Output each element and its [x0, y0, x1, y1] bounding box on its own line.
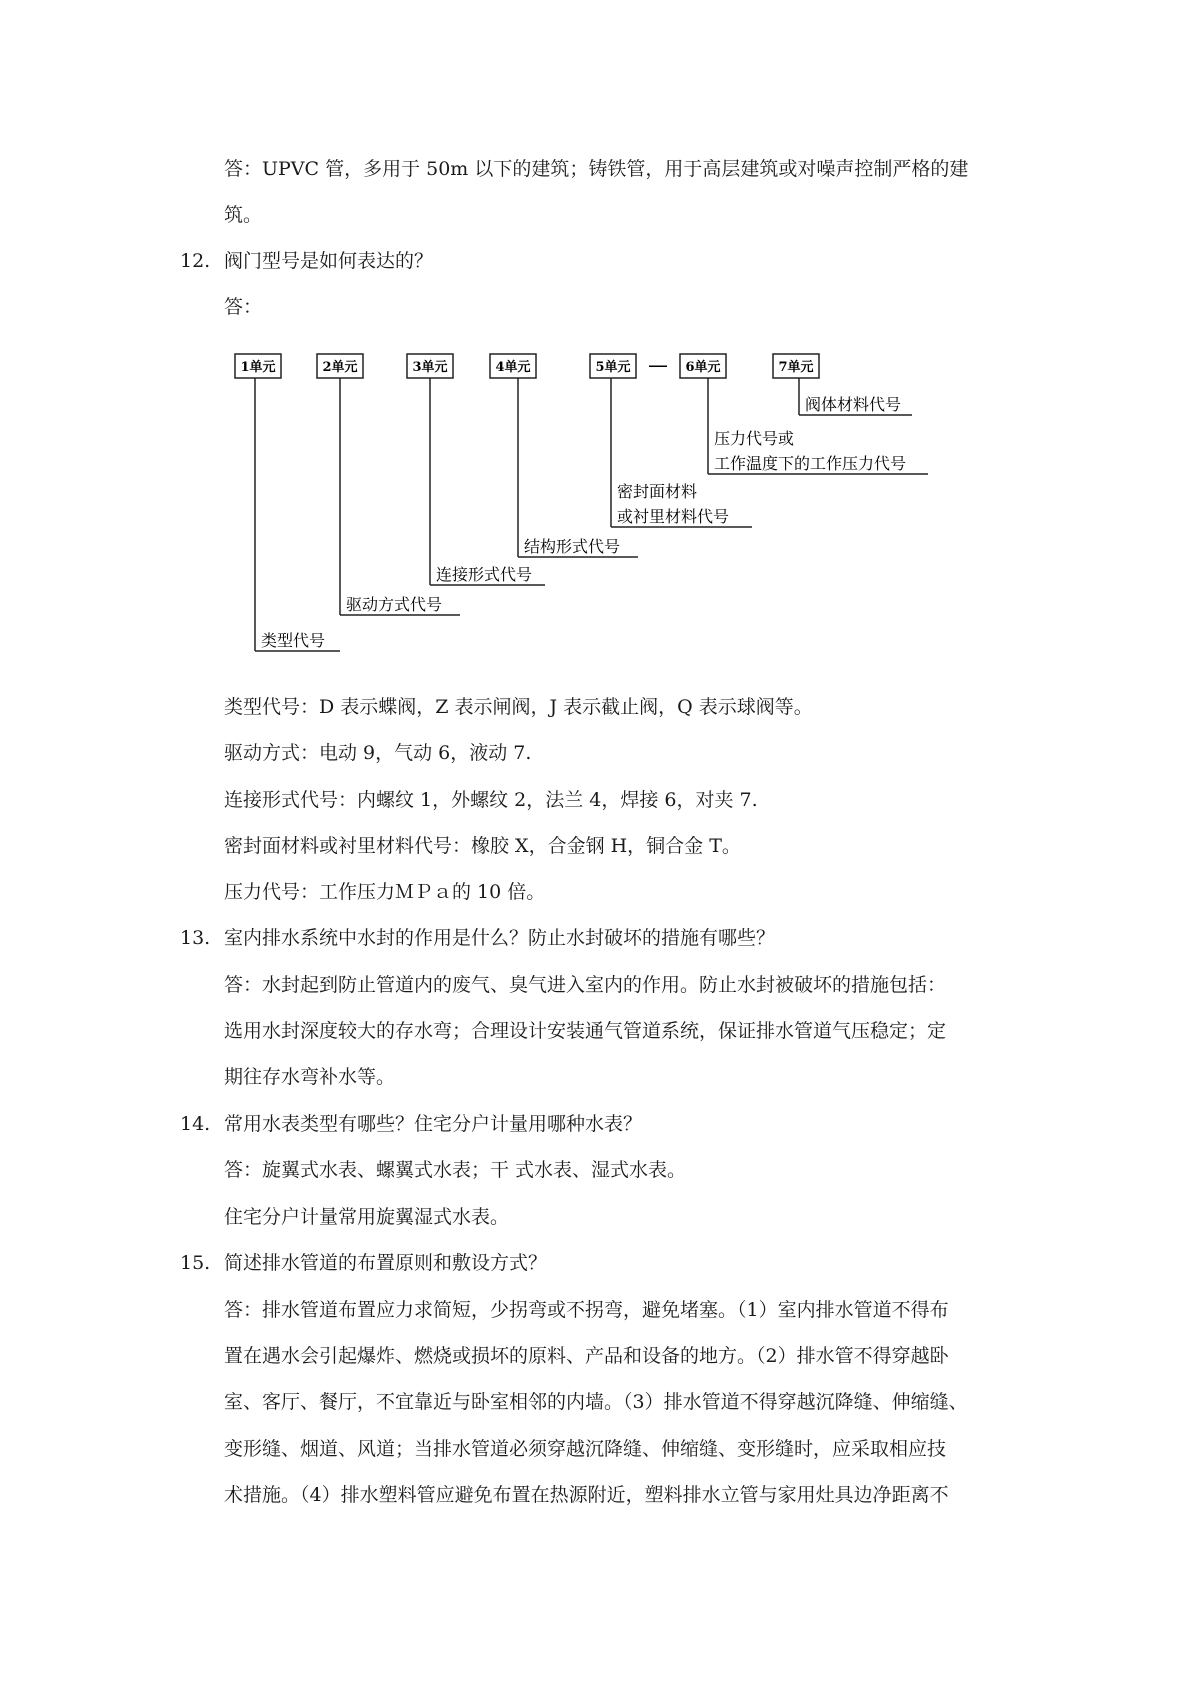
unit-2-label: 2单元 — [322, 360, 358, 375]
explanation-line: 驱动方式：电动 9，气动 6，液动 7. — [224, 742, 532, 764]
structure-code-label: 结构形式代号 — [524, 537, 621, 556]
answer-line: 答：UPVC 管，多用于 50m 以下的建筑；铸铁管，用于高层建筑或对噪声控制严格的建 — [224, 158, 969, 180]
unit-7-label: 7单元 — [778, 360, 814, 375]
question-text: 阀门型号是如何表达的？ — [224, 250, 434, 272]
answer-line: 答：旋翼式水表、螺翼式水表；干 式水表、湿式水表。 — [224, 1159, 687, 1181]
pressure-code-label: 压力代号或 — [714, 429, 795, 448]
question-text: 常用水表类型有哪些？住宅分户计量用哪种水表？ — [224, 1113, 643, 1135]
drive-code-label: 驱动方式代号 — [346, 595, 443, 614]
answer-label: 答： — [224, 296, 263, 318]
answer-line: 术措施。（4）排水塑料管应避免布置在热源附近，塑料排水立管与家用灶具边净距离不 — [224, 1484, 949, 1506]
body-material-label: 阀体材料代号 — [805, 395, 902, 414]
answer-line: 室、客厅、餐厅，不宜靠近与卧室相邻的内墙。（3）排水管道不得穿越沉降缝、伸缩缝、 — [224, 1391, 968, 1413]
connection-code-label: 连接形式代号 — [436, 565, 533, 584]
answer-line: 筑。 — [224, 204, 263, 226]
question-text: 简述排水管道的布置原则和敷设方式？ — [224, 1252, 548, 1274]
answer-line: 答：水封起到防止管道内的废气、臭气进入室内的作用。防止水封被破坏的措施包括： — [224, 974, 947, 996]
question-number: 14. — [180, 1113, 211, 1135]
question-number: 15. — [180, 1252, 211, 1274]
unit-3-label: 3单元 — [412, 360, 448, 375]
answer-line: 住宅分户计量常用旋翼湿式水表。 — [224, 1206, 510, 1228]
answer-line: 选用水封深度较大的存水弯；合理设计安装通气管道系统，保证排水管道气压稳定；定 — [224, 1020, 947, 1042]
question-number: 12. — [180, 250, 211, 272]
explanation-line: 连接形式代号：内螺纹 1，外螺纹 2，法兰 4，焊接 6，对夹 7. — [224, 789, 758, 811]
unit-4-label: 4单元 — [495, 360, 531, 375]
unit-5-label: 5单元 — [595, 360, 631, 375]
explanation-line: 密封面材料或衬里材料代号：橡胶 X，合金钢 H，铜合金 T。 — [224, 835, 741, 857]
unit-6-label: 6单元 — [685, 360, 721, 375]
lining-material-label: 或衬里材料代号 — [617, 507, 730, 526]
explanation-line: 类型代号：D 表示蝶阀，Z 表示闸阀，J 表示截止阀，Q 表示球阀等。 — [224, 696, 813, 718]
explanation-line: 压力代号：工作压力ＭＰａ的 10 倍。 — [224, 881, 546, 903]
working-pressure-label: 工作温度下的工作压力代号 — [714, 454, 907, 473]
unit-1-label: 1单元 — [240, 360, 276, 375]
answer-line: 变形缝、烟道、风道；当排水管道必须穿越沉降缝、伸缩缝、变形缝时，应采取相应技 — [224, 1438, 947, 1460]
type-code-label: 类型代号 — [261, 631, 326, 650]
seal-material-label: 密封面材料 — [617, 482, 698, 501]
answer-line: 置在遇水会引起爆炸、燃烧或损坏的原料、产品和设备的地方。（2）排水管不得穿越卧 — [224, 1345, 949, 1367]
unit-dash: — — [648, 353, 668, 377]
answer-line: 答：排水管道布置应力求简短，少拐弯或不拐弯，避免堵塞。（1）室内排水管道不得布 — [224, 1299, 949, 1321]
question-number: 13. — [180, 927, 211, 949]
answer-line: 期往存水弯补水等。 — [224, 1066, 396, 1088]
question-text: 室内排水系统中水封的作用是什么？防止水封破坏的措施有哪些？ — [224, 927, 776, 949]
